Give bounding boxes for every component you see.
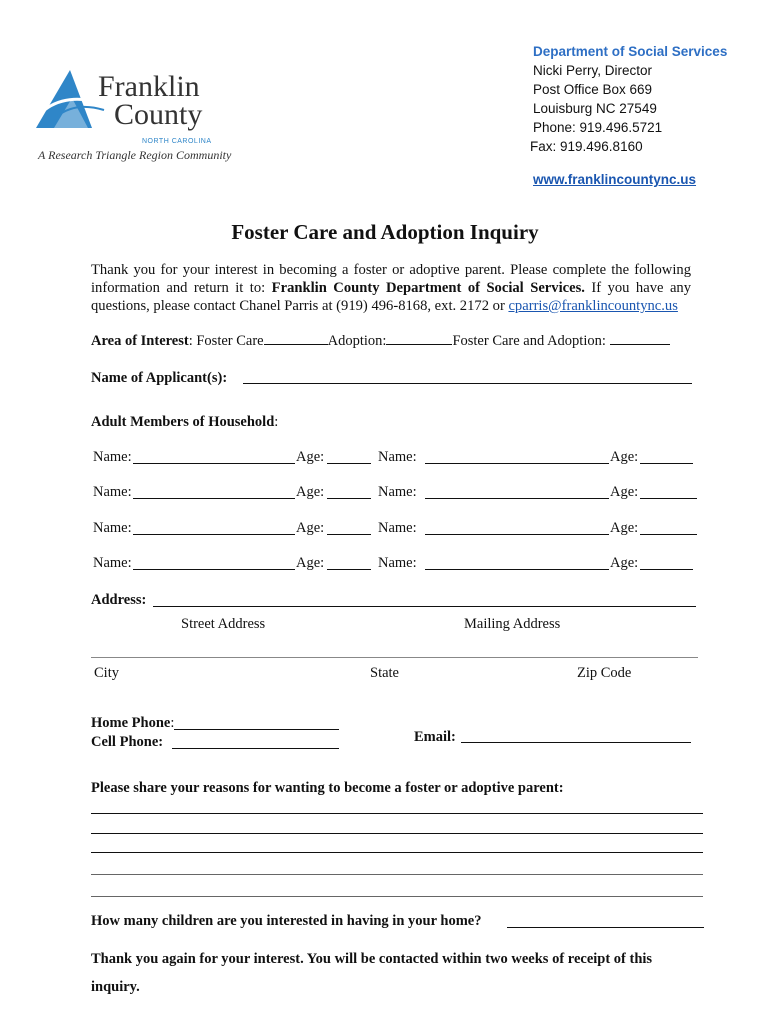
zip-caption: Zip Code bbox=[577, 665, 632, 681]
phone-line: Phone: 919.496.5721 bbox=[533, 120, 663, 135]
household-name-field-right-4[interactable] bbox=[425, 569, 609, 570]
reasons-prompt: Please share your reasons for wanting to become a foster or adoptive parent: bbox=[91, 780, 564, 796]
area-of-interest-row bbox=[91, 333, 670, 350]
intro-bold: Franklin County Department of Social Services. bbox=[271, 280, 585, 296]
household-age-label: Age: bbox=[296, 520, 325, 536]
po-box-line: Post Office Box 669 bbox=[533, 82, 653, 97]
household-age-label: Age: bbox=[296, 555, 325, 571]
reasons-line-4[interactable] bbox=[91, 874, 703, 875]
adoption-field[interactable] bbox=[386, 343, 452, 345]
mailing-address-caption: Mailing Address bbox=[464, 616, 561, 632]
logo-line2: County bbox=[114, 98, 203, 131]
household-age-field-right-1[interactable] bbox=[640, 463, 693, 464]
home-phone-field[interactable] bbox=[174, 729, 339, 730]
contact-block bbox=[530, 42, 728, 189]
household-name-label: Name: bbox=[93, 520, 132, 536]
area-of-interest-label: Area of Interest bbox=[91, 333, 189, 349]
adults-label: Adult Members of Household bbox=[91, 414, 275, 430]
both-label: Foster Care and Adoption: bbox=[452, 333, 606, 349]
household-name-label: Name: bbox=[93, 555, 132, 571]
household-name-label: Name: bbox=[378, 484, 417, 500]
adults-heading: Adult Members of Household: bbox=[91, 414, 279, 430]
reasons-line-1[interactable] bbox=[91, 813, 703, 814]
children-prompt: How many children are you interested in having in your home? bbox=[91, 913, 482, 929]
household-age-field-left-4[interactable] bbox=[327, 569, 371, 570]
household-age-field-right-2[interactable] bbox=[640, 498, 697, 499]
fax-line: Fax: 919.496.8160 bbox=[530, 139, 643, 154]
household-age-field-left-2[interactable] bbox=[327, 498, 371, 499]
email-label: Email: bbox=[414, 729, 456, 745]
intro-text-2: If you have any questions, please contact Chanel Parris at (919) 496-8168, ext. 2172 or bbox=[91, 280, 692, 314]
foster-care-label: : Foster Care bbox=[188, 333, 264, 349]
household-name-label: Name: bbox=[378, 520, 417, 536]
reasons-line-2[interactable] bbox=[91, 833, 703, 834]
cell-phone-label: Cell Phone: bbox=[91, 734, 164, 750]
household-name-field-right-1[interactable] bbox=[425, 463, 609, 464]
foster-care-field[interactable] bbox=[264, 343, 328, 345]
household-name-field-left-1[interactable] bbox=[133, 463, 295, 464]
street-address-caption: Street Address bbox=[181, 616, 266, 632]
logo-state: NORTH CAROLINA bbox=[142, 138, 212, 145]
email-link[interactable]: cparris@franklincountync.us bbox=[508, 298, 678, 314]
logo-tagline: A Research Triangle Region Community bbox=[38, 148, 232, 162]
household-name-field-right-2[interactable] bbox=[425, 498, 609, 499]
both-field[interactable] bbox=[610, 343, 670, 345]
household-age-label: Age: bbox=[296, 449, 325, 465]
page-title: Foster Care and Adoption Inquiry bbox=[231, 220, 539, 244]
department-name: Department of Social Services bbox=[533, 44, 728, 59]
household-age-label: Age: bbox=[610, 555, 639, 571]
reasons-line-5[interactable] bbox=[91, 896, 703, 897]
household-name-label: Name: bbox=[378, 449, 417, 465]
household-name-label: Name: bbox=[93, 449, 132, 465]
reasons-line-3[interactable] bbox=[91, 852, 703, 853]
household-age-field-right-3[interactable] bbox=[640, 534, 697, 535]
household-name-field-left-4[interactable] bbox=[133, 569, 295, 570]
city-caption: City bbox=[94, 665, 119, 681]
children-count-field[interactable] bbox=[507, 927, 704, 928]
street-mailing-address-field[interactable] bbox=[153, 606, 696, 607]
director-line: Nicki Perry, Director bbox=[533, 63, 653, 78]
household-age-label: Age: bbox=[610, 449, 639, 465]
household-name-field-right-3[interactable] bbox=[425, 534, 609, 535]
city-line: Louisburg NC 27549 bbox=[533, 101, 657, 116]
household-age-label: Age: bbox=[296, 484, 325, 500]
applicant-row: Name of Applicant(s): bbox=[91, 370, 228, 386]
address-label: Address: bbox=[91, 592, 147, 608]
address-row bbox=[91, 592, 146, 609]
applicant-name-field[interactable] bbox=[243, 383, 692, 384]
household-name-label: Name: bbox=[378, 555, 417, 571]
household-name-field-left-3[interactable] bbox=[133, 534, 295, 535]
city-state-zip-field[interactable] bbox=[91, 657, 698, 658]
applicant-label: Name of Applicant(s) bbox=[91, 370, 223, 386]
household-age-field-right-4[interactable] bbox=[640, 569, 693, 570]
household-age-field-left-1[interactable] bbox=[327, 463, 371, 464]
household-name-field-left-2[interactable] bbox=[133, 498, 295, 499]
closing-text: Thank you again for your interest. You will be contacted within two weeks of receipt of this inquiry. bbox=[91, 951, 653, 995]
household-name-label: Name: bbox=[93, 484, 132, 500]
home-phone-label: Home Phone: bbox=[91, 715, 175, 731]
website-link[interactable]: www.franklincountync.us bbox=[533, 172, 697, 187]
state-caption: State bbox=[370, 665, 399, 681]
household-age-field-left-3[interactable] bbox=[327, 534, 371, 535]
intro-paragraph bbox=[91, 261, 691, 315]
household-age-label: Age: bbox=[610, 520, 639, 536]
household-age-label: Age: bbox=[610, 484, 639, 500]
adoption-label: Adoption: bbox=[327, 333, 387, 349]
intro-text-1: Thank you for your interest in becoming a foster or adoptive parent. Please complete the following information and return it to: bbox=[91, 262, 691, 296]
cell-phone-field[interactable] bbox=[172, 748, 339, 749]
franklin-county-logo bbox=[32, 68, 242, 168]
email-field[interactable] bbox=[461, 742, 691, 743]
logo-line1: Franklin bbox=[98, 70, 200, 103]
